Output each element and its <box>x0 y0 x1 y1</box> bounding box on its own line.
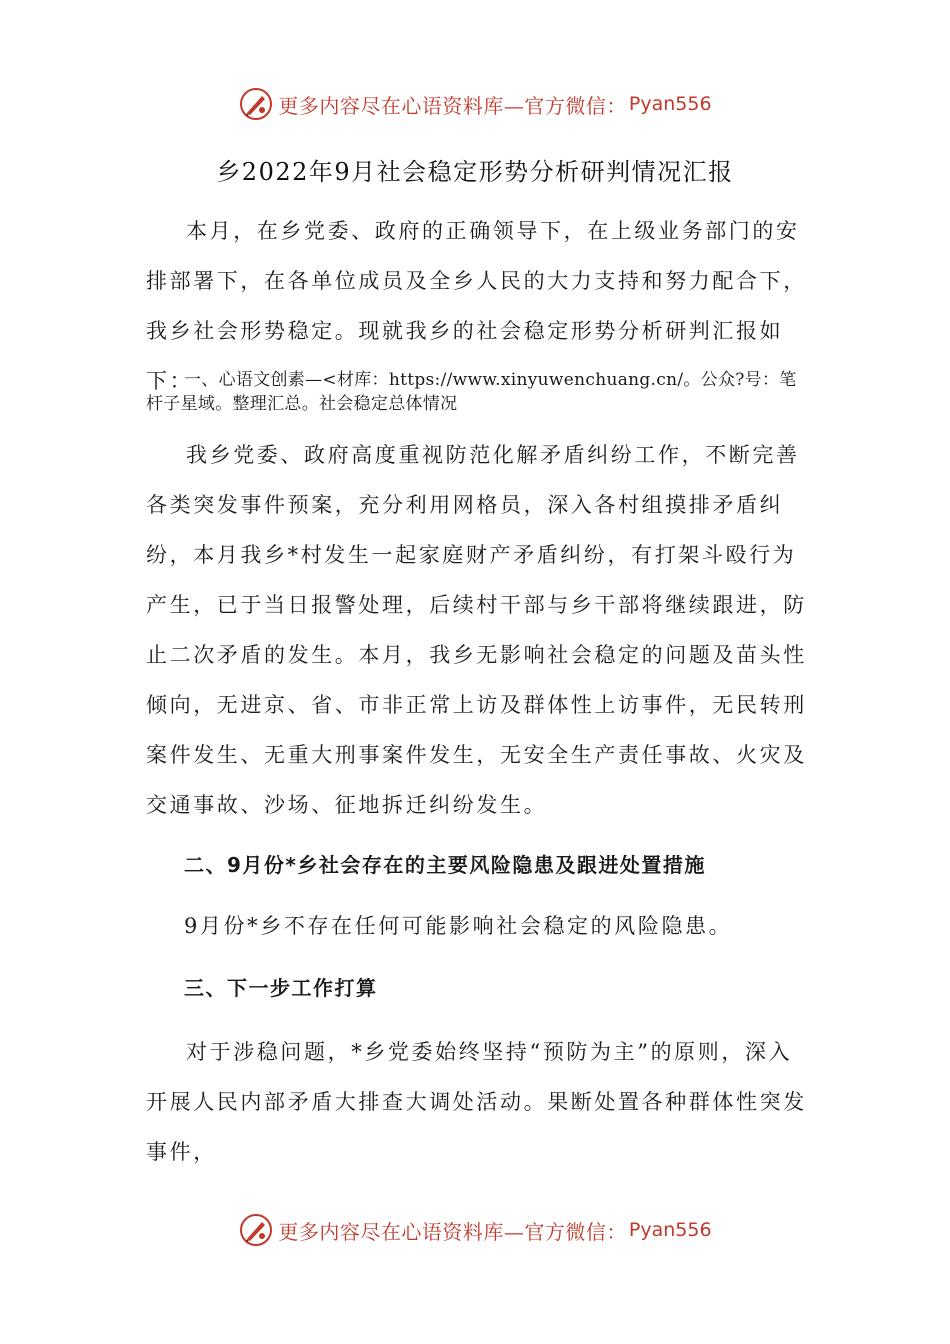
pen-logo-icon <box>238 1212 274 1248</box>
header-banner <box>0 82 950 126</box>
section1-paragraph: 我乡党委、政府高度重视防范化解矛盾纠纷工作，不断完善各类突发事件预案，充分利用网格员，深入各村组摸排矛盾纠纷，本月我乡*村发生一起家庭财产矛盾纠纷，有打架斗殴行为产生，已于当日报警处理，后续村干部与乡干部将继续跟进，防止二次矛盾的发生。本月，我乡无影响社会稳定的问题及苗头性倾向，无进京、省、市非正常上访及群体性上访事件，无民转刑案件发生、无重大刑事案件发生，无安全生产责任事故、火灾及交通事故、沙场、征地拆迁纠纷发生。 <box>146 443 807 817</box>
section2-heading: 二、9月份*乡社会存在的主要风险隐患及跟进处置措施 <box>184 853 706 877</box>
pen-logo-icon <box>238 86 274 122</box>
banner-wechat-id: Pyan556 <box>628 93 712 115</box>
section1-heading: 一、心语文创素—<材库：https://www.xinyuwenchuang.cn/。公众?号：笔杆子星域。整理汇总。社会稳定总体情况 <box>146 370 797 414</box>
banner-text: 更多内容尽在心语资料库—官方微信： <box>278 1219 627 1244</box>
footer-banner <box>0 1208 950 1252</box>
document-title: 乡2022年9月社会稳定形势分析研判情况汇报 <box>216 158 734 186</box>
section3-heading: 三、下一步工作打算 <box>184 976 378 1000</box>
intro-paragraph: 本月，在乡党委、政府的正确领导下，在上级业务部门的安排部署下，在各单位成员及全乡人民的大力支持和努力配合下，我乡社会形势稳定。现就我乡的社会稳定形势分析研判汇报如下： <box>146 219 807 393</box>
banner-text: 更多内容尽在心语资料库—官方微信： <box>278 93 627 118</box>
section3-paragraph: 对于涉稳问题，*乡党委始终坚持“预防为主”的原则，深入开展人民内部矛盾大排查大调处活动。果断处置各种群体性突发事件， <box>146 1040 807 1164</box>
section2-paragraph: 9月份*乡不存在任何可能影响社会稳定的风险隐患。 <box>184 914 733 938</box>
banner-wechat-id: Pyan556 <box>628 1219 712 1241</box>
